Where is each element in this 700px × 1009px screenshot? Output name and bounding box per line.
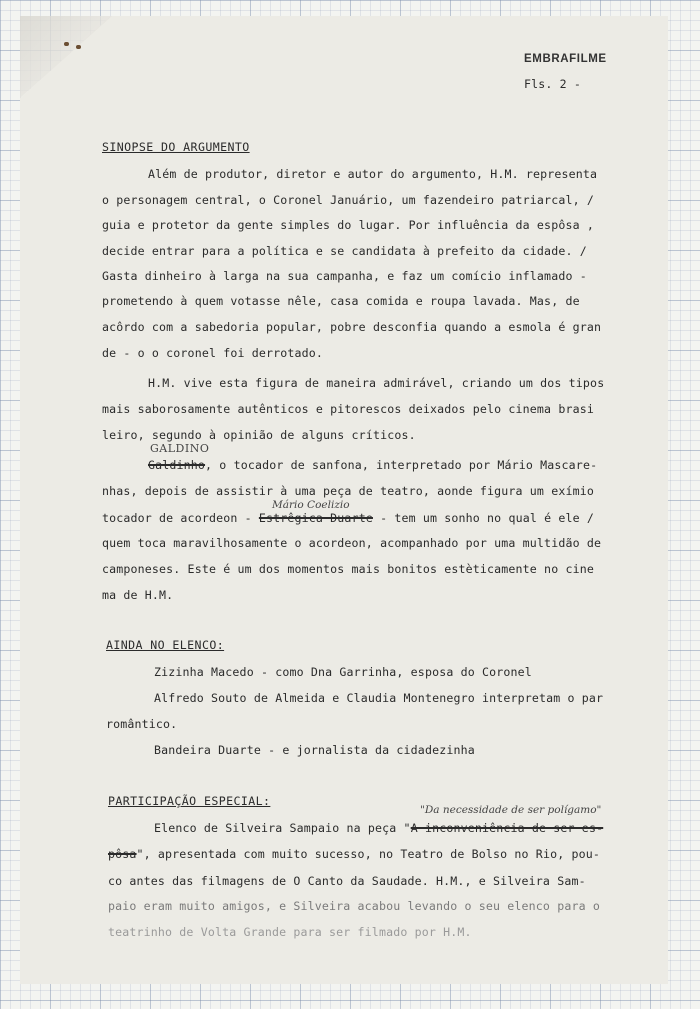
participacao-line: co antes das filmagens de O Canto da Saudade. H.M., e Silveira Sam- (108, 874, 586, 888)
struck-name: Estrêgica Duarte (258, 511, 373, 525)
sinopse-line: o personagem central, o Coronel Januário, um fazendeiro patriarcal, / (102, 193, 594, 207)
sinopse-line: ma de H.M. (102, 588, 174, 602)
section-heading-participacao: PARTICIPAÇÃO ESPECIAL: (108, 794, 271, 808)
elenco-line: romântico. (106, 717, 178, 731)
handwritten-annotation: GALDINO (150, 442, 210, 455)
line-text: tocador de acordeon - (102, 511, 259, 525)
participacao-line: teatrinho de Volta Grande para ser filmado por H.M. (108, 925, 472, 939)
sinopse-line: Além de produtor, diretor e autor do argumento, H.M. representa (148, 167, 598, 181)
sinopse-line: quem toca maravilhosamente o acordeon, acompanhado por uma multidão de (102, 536, 602, 550)
section-heading-sinopse: SINOPSE DO ARGUMENTO (102, 140, 250, 154)
org-header: EMBRAFILME (524, 53, 607, 65)
sinopse-line (102, 511, 594, 525)
sinopse-line: prometendo à quem votasse nêle, casa comida e roupa lavada. Mas, de (102, 294, 580, 308)
sinopse-line: leiro, segundo à opinião de alguns críticos. (102, 428, 416, 442)
elenco-line: Zizinha Macedo - como Dna Garrinha, esposa do Coronel (154, 665, 532, 679)
page-number: Fls. 2 - (524, 77, 582, 91)
sinopse-line (148, 458, 597, 472)
sinopse-line: guia e protetor da gente simples do lugar. Por influência da espôsa , (102, 218, 594, 232)
section-heading-elenco: AINDA NO ELENCO: (106, 638, 225, 652)
sinopse-line: Gasta dinheiro à larga na sua campanha, e faz um comício inflamado - (102, 269, 587, 283)
line-text: , o tocador de sanfona, interpretado por Mário Mascare- (205, 458, 598, 472)
struck-title: A inconveniência de ser es- (410, 821, 604, 835)
line-text: - tem um sonho no qual é ele / (372, 511, 594, 525)
line-text: Elenco de Silveira Sampaio na peça " (154, 821, 411, 835)
sinopse-line: de - o o coronel foi derrotado. (102, 346, 324, 360)
elenco-line: Bandeira Duarte - e jornalista da cidadezinha (154, 743, 475, 757)
handwritten-annotation: Mário Coelizio (272, 499, 350, 511)
struck-title: pôsa (108, 847, 137, 861)
struck-name: Galdinho (148, 458, 206, 472)
staple-mark (76, 45, 81, 49)
sinopse-line: H.M. vive esta figura de maneira admirável, criando um dos tipos (148, 376, 605, 390)
sinopse-line: acôrdo com a sabedoria popular, pobre desconfia quando a esmola é gran (102, 320, 602, 334)
handwritten-annotation: "Da necessidade de ser polígamo" (420, 804, 602, 816)
elenco-line: Alfredo Souto de Almeida e Claudia Montenegro interpretam o par (154, 691, 604, 705)
staple-mark (64, 42, 69, 46)
sinopse-line: camponeses. Este é um dos momentos mais bonitos estèticamente no cine (102, 562, 594, 576)
sinopse-line: decide entrar para a política e se candidata à prefeito da cidade. / (102, 244, 587, 258)
sinopse-line: nhas, depois de assistir à uma peça de teatro, aonde figura um exímio (102, 484, 594, 498)
participacao-line: paio eram muito amigos, e Silveira acabou levando o seu elenco para o (108, 899, 600, 913)
sinopse-line: mais saborosamente autênticos e pitorescos deixados pelo cinema brasi (102, 402, 594, 416)
participacao-line (154, 821, 603, 835)
line-text: ", apresentada com muito sucesso, no Teatro de Bolso no Rio, pou- (136, 847, 600, 861)
participacao-line (108, 847, 600, 861)
